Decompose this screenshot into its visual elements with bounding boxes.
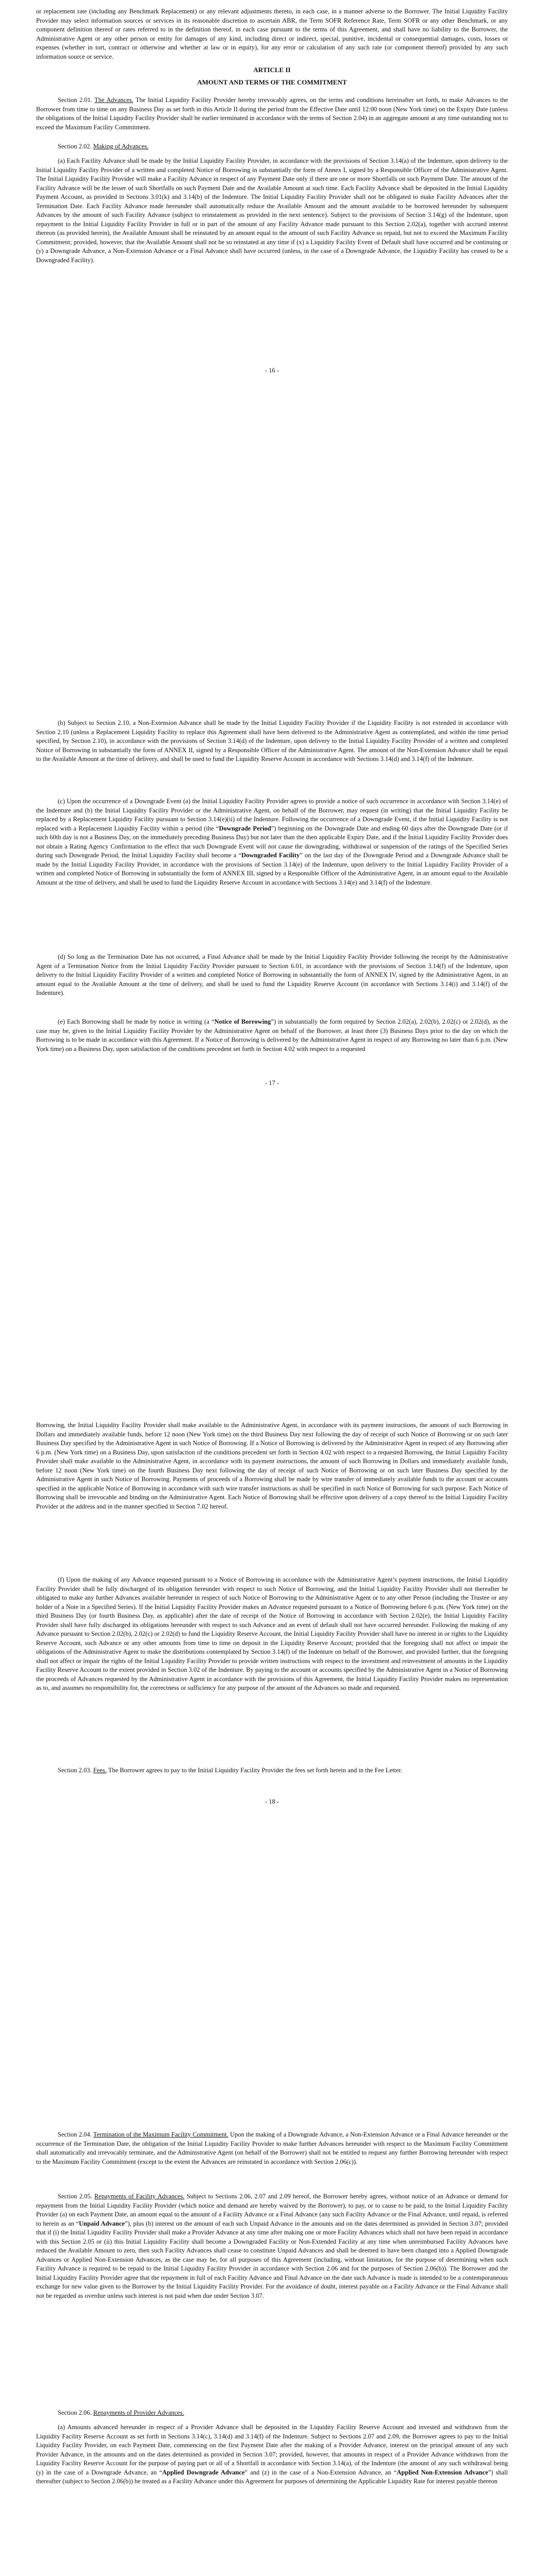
defined-term: Notice of Borrowing bbox=[214, 1018, 271, 1025]
section-2-02-c bbox=[36, 797, 508, 887]
defined-term: Downgraded Facility bbox=[241, 852, 300, 859]
section-number: Section 2.03. bbox=[58, 1767, 92, 1774]
section-title: Fees. bbox=[93, 1767, 107, 1774]
text-run: ”), plus (b) interest on the amount of each such Unpaid Advance in the amounts and on the dates determined as provided in Section 3.07; provided that if (i) the Initial Liquidity Facility Provider shall make a Provider Advance at any time after making one or more Facility Advances which shall not have been repaid in accordance with this Section 2.05 or (ii) this Initial Liquidity Facility shall become a Downgraded Facility or Non-Extended Facility at any time when unreimbursed Facility Advances have reduced the Available Amount to zero, then such Facility Advances shall cease to constitute Unpaid Advances and shall be deemed to have been changed into a Applied Downgrade Advances or Applied Non-Extension Advances, as the case may be, for all purposes of this Agreement (including, without limitation, for the purpose of determining when such Facility Advance is required to be repaid to the Initial Liquidity Facility Provider in accordance with Section 2.06 and for the purposes of Section 2.06(b)). The Borrower and the Initial Liquidity Facility Provider agree that the repayment in full of each Facility Advance and Final Advance on the date such Advance is made is intended to be a contemporaneous exchange for new value given to the Borrower by the Initial Liquidity Facility Provider. For the avoidance of doubt, interest payable on a Facility Advance or the Final Advance shall not be regarded as overdue unless such interest is not paid when due under Section 3.07. bbox=[36, 2219, 508, 2299]
defined-term: Applied Non-Extension Advance bbox=[397, 2468, 488, 2476]
section-2-02-b: (b) Subject to Section 2.10, a Non-Extension Advance shall be made by the Initial Liquidity Facility Provider if the Liquidity Facility is not extended in accordance with Section 2.10 (unless a Replacement Liquidity Facility to replace this Agreement shall have been delivered to the Administrative Agent as contemplated, and within the time period specified, by Section 2.10), in accordance with the provisions of Section 3.14(d) of the Indenture, upon delivery to the Initial Liquidity Facility Provider of a written and completed Notice of Borrowing in substantially the form of ANNEX II, signed by a Responsible Officer of the Administrative Agent. The amount of the Non-Extension Advance shall be equal to the Available Amount at the time of delivery, and shall be used to fund the Liquidity Reserve Account in accordance with Sections 3.14(d) and 3.14(f) of the Indenture. bbox=[36, 719, 508, 762]
section-title: Termination of the Maximum Facility Commitment. bbox=[93, 2131, 228, 2138]
section-2-03 bbox=[36, 1766, 508, 1775]
section-2-01 bbox=[36, 96, 508, 132]
section-number: Section 2.02. bbox=[58, 143, 92, 150]
section-body: The Initial Liquidity Facility Provider hereby irrevocably agrees, on the terms and conditions hereinafter set forth, to make Advances to the Borrower from time to time on any Business Day as set forth in this Article II during the period from the Effective Date until 12:00 noon (New York time) on the Expiry Date (unless the obligations of the Initial Liquidity Facility Provider shall be earlier terminated in accordance with the terms of Section 2.04) in an aggregate amount at any time outstanding not to exceed the Maximum Facility Commitment. bbox=[36, 96, 508, 131]
section-number: Section 2.06. bbox=[58, 2409, 92, 2416]
text-run: ”) shall thereafter (subject to Section 2.06(b)) be treated as a Facility Advance under this Agreement for purposes of determining the Applicable Liquidity Rate for interest payable thereon bbox=[36, 2468, 508, 2485]
section-2-06-heading bbox=[36, 2409, 508, 2418]
section-title: Repayments of Facility Advances. bbox=[94, 2193, 185, 2200]
page-number: - 16 - bbox=[265, 367, 279, 374]
section-body: Upon the making of a Downgrade Advance, a Non-Extension Advance or a Final Advance hereunder or the occurrence of the Termination Date, the obligation of the Initial Liquidity Facility Provider to make further Advances hereunder with respect to the Maximum Facility Commitment shall automatically and irrevocably terminate, and the Administrative Agent (on behalf of the Borrower) shall not be entitled to request any further Borrowing hereunder with respect to the Maximum Facility Commitment (except to the extent the Advances are reinstated in accordance with Section 2.06(c)). bbox=[36, 2131, 508, 2165]
text-run: (c) Upon the occurrence of a Downgrade Event (a) the Initial Liquidity Facility Provider agrees to provide a notice of such occurrence in accordance with Section 3.14(e) of the Indenture and (b) the Initial Liquidity Facility Provider or the Administrative Agent, on behalf of the Borrower, may request (in writing) that the Initial Liquidity Facility be replaced by a Replacement Liquidity Facility pursuant to Section 3.14(e)(ii) of the Indenture. Following the occurrence of a Downgrade Event, if the Initial Liquidity Facility is not replaced with a Replacement Liquidity Facility within a period (the “ bbox=[36, 798, 508, 832]
text-run: (e) Each Borrowing shall be made by notice in writing (a “ bbox=[58, 1018, 215, 1025]
defined-term: Applied Downgrade Advance bbox=[162, 2468, 245, 2476]
section-number: Section 2.01. bbox=[58, 96, 92, 104]
page-19 bbox=[0, 2110, 544, 2576]
section-title: The Advances. bbox=[94, 96, 134, 104]
section-2-02-e bbox=[36, 1018, 508, 1054]
section-title: Repayments of Provider Advances. bbox=[93, 2409, 185, 2416]
text-run: ” on the last day of the Downgrade Period and a Downgrade Advance shall be made by the Initial Liquidity Facility Provider, in accordance with the provisions of Section 3.14(e) of the Indenture, upon delivery to the Initial Liquidity Facility Provider of a written and completed Notice of Borrowing in substantially the form of ANNEX III, signed by a Responsible Officer of the Administrative Agent, in an amount equal to the Available Amount at the time of delivery, and shall be used to fund the Liquidity Reserve Account in accordance with Sections 3.14(e) and 3.14(f) of the Indenture. bbox=[36, 852, 508, 886]
section-2-02-d: (d) So long as the Termination Date has not occurred, a Final Advance shall be made by the Initial Liquidity Facility Provider following the receipt by the Administrative Agent of a Termination Notice from the Initial Liquidity Facility Provider pursuant to Section 6.01, in accordance with the provisions of Section 3.14(f) of the Indenture, upon delivery to the Initial Liquidity Facility Provider of a written and completed Notice of Borrowing in substantially the form of ANNEX IV, signed by the Administrative Agent, in an amount equal to the Available Amount at the time of delivery, and shall be used to fund the Liquidity Reserve Account (in accordance with Sections 3.14(i) and 3.14(f) of the Indenture). bbox=[36, 953, 508, 996]
borrowing-continuation: Borrowing, the Initial Liquidity Facility Provider shall make available to the Administrative Agent, in accordance with its payment instructions, the amount of such Borrowing in Dollars and immediately available funds, before 12 noon (New York time) on the third Business Day next following the day of receipt of such Notice of Borrowing or on such later Business Day specified by the Administrative Agent in such Notice of Borrowing. If a Notice of Borrowing is delivered by the Administrative Agent in respect of any Borrowing after 6 p.m. (New York time) on a Business Day, upon satisfaction of the conditions precedent set forth in Section 4.02 with respect to a requested Borrowing, the Initial Liquidity Facility Provider shall make available to the Administrative Agent, in accordance with its payment instructions, the amount of such Borrowing in Dollars and immediately available funds, before 12 noon (New York time) on the fourth Business Day next following the day of receipt of such Notice of Borrowing or on such later Business Day specified by the Administrative Agent in such Notice of Borrowing. Payments of proceeds of a Borrowing shall be made by wire transfer of immediately available funds to the account or accounts specified in the applicable Notice of Borrowing in accordance with such wire transfer instructions as shall be specified in such Notice of Borrowing for such purpose. Each Notice of Borrowing shall be irrevocable and binding on the Administrative Agent. Each Notice of Borrowing shall be effective upon delivery of a copy thereof to the Initial Liquidity Facility Provider at the address and in the manner specified in Section 7.02 hereof. bbox=[36, 1421, 508, 1510]
section-number: Section 2.05. bbox=[58, 2193, 92, 2200]
section-2-02-a: (a) Each Facility Advance shall be made by the Initial Liquidity Facility Provider, in accordance with the provisions of Section 3.14(a) of the Indenture, upon delivery to the Initial Liquidity Facility Provider of a written and completed Notice of Borrowing in substantially the form of Annex I, signed by a Responsible Officer of the Administrative Agent. The Initial Liquidity Facility Provider will make a Facility Advance in respect of any Payment Date only if there are one or more Shortfalls on such Payment Date. The amount of the Facility Advance will be the lesser of such Shortfalls on such Payment Date and the Available Amount at such time. Each Facility Advance shall be deposited in the Initial Liquidity Payment Account, as provided in Sections 3.01(k) and 3.14(b) of the Indenture. The Initial Liquidity Facility Provider shall not be obligated to make Facility Advances after the Termination Date. Each Facility Advance made hereunder shall automatically reduce the Available Amount and the amount available to be borrowed hereunder by subsequent Advances by the amount of such Facility Advance (subject to reinstatement as provided in the next sentence). Subject to the provisions of Section 3.14(g) of the Indenture, upon repayment to the Initial Liquidity Facility Provider in full or in part of the amount of any Facility Advance made pursuant to this Section 2.02(a), together with accrued interest thereon (as provided herein), the Available Amount shall be reinstated by an amount equal to the amount of such Facility Advance so repaid, but not to exceed the Maximum Facility Commitment; provided, however, that the Available Amount shall not be so reinstated at any time if (x) a Liquidity Facility Event of Default shall have occurred and be continuing or (y) a Downgrade Advance, a Non-Extension Advance or a Final Advance shall have occurred (unless, in the case of a Downgrade Advance, the Liquidity Facility has ceased to be a Downgraded Facility). bbox=[36, 157, 508, 264]
section-2-06-a bbox=[36, 2423, 508, 2486]
page-number: - 18 - bbox=[265, 1798, 279, 1805]
article-title: AMOUNT AND TERMS OF THE COMMITMENT bbox=[197, 78, 347, 86]
defined-term: Unpaid Advance bbox=[78, 2219, 125, 2227]
text-run: (a) Amounts advanced hereunder in respect of a Provider Advance shall be deposited in the Liquidity Facility Reserve Account and invested and withdrawn from the Liquidity Facility Reserve Account as set forth in Sections 3.14(c), 3.14(d) and 3.14(f) of the Indenture. Subject to Sections 2.07 and 2.09, the Borrower agrees to pay to the Initial Liquidity Facility Provider, on each Payment Date, commencing on the first Payment Date after the making of a Provider Advance, interest on the principal amount of any such Provider Advance, in the amounts and on the dates determined as provided in Section 3.07; provided, however, that amounts in respect of a Provider Advance withdrawn from the Liquidity Facility Reserve Account for the purpose of paying part or all of a Shortfall in accordance with Section 3.14(a), of the Indenture (the amount of any such withdrawal being (y) in the case of a Downgrade Advance, an “ bbox=[36, 2424, 508, 2476]
defined-term: Downgrade Period bbox=[219, 824, 271, 832]
page-16 bbox=[0, 0, 544, 703]
section-number: Section 2.04. bbox=[58, 2131, 92, 2138]
text-run: ”) in substantially the form required by Section 2.02(a), 2.02(b), 2.02(c) or 2.02(d), as the case may be, given to the Initial Liquidity Facility Provider by the Administrative Agent on behalf of the Borrower, at least three (3) Business Days prior to the day on which the Borrowing is to be made in accordance with this Agreement. If a Notice of Borrowing is delivered by the Administrative Agent in respect of any Borrowing no later than 6 p.m. (New York time) on a Business Day, upon satisfaction of the conditions precedent set forth in Section 4.02 with respect to a requested bbox=[36, 1018, 508, 1053]
section-2-04 bbox=[36, 2130, 508, 2166]
article-heading: ARTICLE II bbox=[253, 66, 291, 74]
section-2-02-f: (f) Upon the making of any Advance requested pursuant to a Notice of Borrowing in accordance with the Administrative Agent’s payment instructions, the Initial Liquidity Facility Provider shall be fully discharged of its obligation hereunder with respect to such Notice of Borrowing, and the Initial Liquidity Facility Provider shall not thereafter be obligated to make any further Advances available hereunder in respect of such Notice of Borrowing to the Administrative Agent or to any other Person (including the Trustee or any holder of a Note in a Specified Series). If the Initial Liquidity Facility Provider makes an Advance requested pursuant to a Notice of Borrowing before 6 p.m. (New York time) on the third Business Day (or fourth Business Day, as applicable) after the date of receipt of the Notice of Borrowing in accordance with Section 2.02(e), the Initial Liquidity Facility Provider shall have fully discharged its obligations hereunder with respect to such Advance and an event of default shall not have occurred hereunder. Following the making of any Advance pursuant to Section 2.02(b), 2.02(c) or 2.02(d) to fund the Liquidity Reserve Account, the Initial Liquidity Facility Provider shall have no interest in or rights to the Liquidity Reserve Account, such Advance or any other amounts from time to time on deposit in the Liquidity Reserve Account; provided that the foregoing shall not affect or impair the obligations of the Administrative Agent to make the distributions contemplated by Section 3.14(f) of the Indenture on behalf of the Borrower, and provided further, that the foregoing shall not affect or impair the rights of the Initial Liquidity Facility Provider to provide written instructions with respect to the investment and reinvestment of amounts in the Liquidity Facility Reserve Account to the extent provided in Section 3.02 of the Indenture. By paying to the account or accounts specified by the Administrative Agent in a Notice of Borrowing the proceeds of Advances requested by the Administrative Agent in accordance with the provisions of this Agreement, the Initial Liquidity Facility Provider makes no representation as to, and assumes no responsibility for, the correctness or sufficiency for any purpose of the amount of the Advances so made and requested. bbox=[36, 1576, 508, 1691]
text-run: Subject to Sections 2.06, 2.07 and 2.09 hereof, the Borrower hereby agrees, without notice of an Advance or demand for repayment from the Initial Liquidity Facility Provider (which notice and demand are hereby waived by the Borrower), to pay, or to cause to be paid, to the Initial Liquidity Facility Provider (a) on each Payment Date, an amount equal to the amount of a Facility Advance or a Final Advance (any such Facility Advance or the Final Advance, until repaid, is referred to herein as an “ bbox=[36, 2193, 508, 2227]
paragraph-intro: or replacement rate (including any Benchmark Replacement) or any relevant adjustments thereto, in each case, in a manner adverse to the Borrower. The Initial Liquidity Facility Provider may select information sources or services in its reasonable discretion to ascertain ABR, the Term SOFR Reference Rate, Term SOFR or any other Benchmark, or any component definition thereof or rates referred to in the definition thereof, in each case pursuant to the terms of this Agreement, and shall have no liability to the Borrower, the Administrative Agent or any other person or entity for damages of any kind, including direct or indirect, special, punitive, incidental or consequential damages, costs, losses or expenses (whether in tort, contract or otherwise and whether at law or in equity), for any error or calculation of any such rate (or component thereof) provided by any such information source or service. bbox=[36, 8, 508, 60]
section-body: The Borrower agrees to pay to the Initial Liquidity Facility Provider the fees set forth herein and in the Fee Letter. bbox=[108, 1767, 403, 1774]
section-2-02-heading bbox=[36, 142, 508, 151]
page-17 bbox=[0, 703, 544, 1406]
page-18 bbox=[0, 1406, 544, 2110]
text-run: ” and (z) in the case of a Non-Extension Advance, an “ bbox=[244, 2468, 397, 2476]
page-number: - 17 - bbox=[265, 1079, 279, 1087]
section-2-05 bbox=[36, 2192, 508, 2300]
text-run: ”) beginning on the Downgrade Date and ending 60 days after the Downgrade Date (or if such 60th day is not a Business Day, on the immediately preceding Business Day) but not later than the then applicable Expiry Date, and if the Initial Liquidity Facility Provider does not obtain a Rating Agency Confirmation to the effect that such Downgrade Event will not cause the downgrading, withdrawal or suspension of the ratings of the Specified Series during such Downgrade Period, the Initial Liquidity Facility shall become a “ bbox=[36, 824, 508, 859]
section-title: Making of Advances. bbox=[93, 143, 149, 150]
